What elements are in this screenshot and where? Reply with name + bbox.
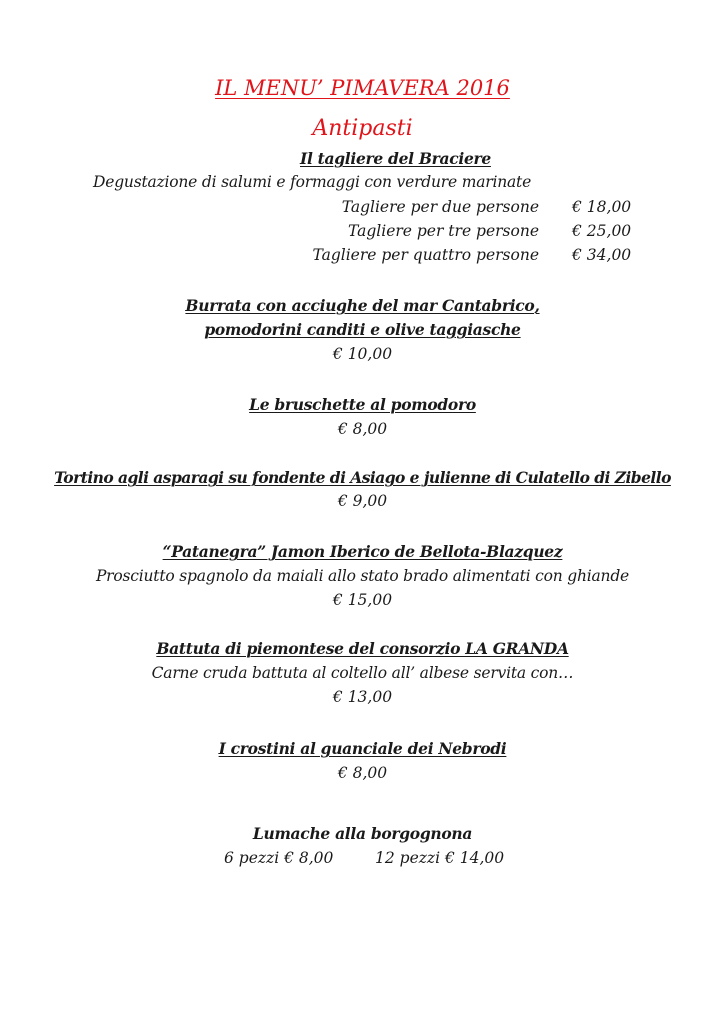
dish-price-tortino: € 9,00	[337, 492, 388, 510]
dish-description-patanegra: Prosciutto spagnolo da maiali allo stato brado alimentati con ghiande	[95, 567, 630, 585]
dish-name-bruschette: Le bruschette al pomodoro	[249, 395, 476, 414]
tagliere-option-row	[0, 246, 725, 266]
dish-name-battuta: Battuta di piemontese del consorzio LA GRANDA	[156, 639, 569, 658]
dish-name-tortino: Tortino agli asparagi su fondente di Asiago e julienne di Culatello di Zibello	[54, 468, 671, 487]
tagliere-option-label: Tagliere per quattro persone	[312, 246, 539, 264]
dish-price-lumache-6: 6 pezzi € 8,00	[224, 849, 334, 867]
tagliere-option-price: € 25,00	[572, 222, 632, 240]
dish-price-bruschette: € 8,00	[337, 420, 388, 438]
tagliere-option-row	[0, 198, 725, 218]
dish-name-patanegra: “Patanegra” Jamon Iberico de Bellota-Blazquez	[162, 542, 563, 561]
dish-price-patanegra: € 15,00	[332, 591, 393, 609]
tagliere-option-price: € 34,00	[572, 246, 632, 264]
dish-price-crostini: € 8,00	[337, 764, 388, 782]
menu-title: IL MENU’ PIMAVERA 2016	[215, 76, 510, 100]
dish-price-burrata: € 10,00	[332, 345, 393, 363]
dish-price-lumache-12: 12 pezzi € 14,00	[375, 849, 505, 867]
dish-description-battuta: Carne cruda battuta al coltello all’ albese servita con…	[151, 664, 574, 682]
tagliere-option-price: € 18,00	[572, 198, 632, 216]
section-heading-antipasti: Antipasti	[312, 116, 413, 141]
dish-name-burrata-line1: Burrata con acciughe del mar Cantabrico,	[185, 296, 540, 315]
dish-name-burrata-line2: pomodorini canditi e olive taggiasche	[204, 320, 521, 339]
tagliere-option-label: Tagliere per tre persone	[347, 222, 539, 240]
dish-price-battuta: € 13,00	[332, 688, 393, 706]
dish-description-tagliere: Degustazione di salumi e formaggi con verdure marinate	[93, 173, 532, 191]
tagliere-option-label: Tagliere per due persone	[341, 198, 539, 216]
dish-name-crostini: I crostini al guanciale dei Nebrodi	[218, 739, 507, 758]
tagliere-option-row	[0, 222, 725, 242]
dish-name-lumache: Lumache alla borgognona	[252, 824, 473, 843]
dish-name-tagliere: Il tagliere del Braciere	[300, 149, 491, 168]
